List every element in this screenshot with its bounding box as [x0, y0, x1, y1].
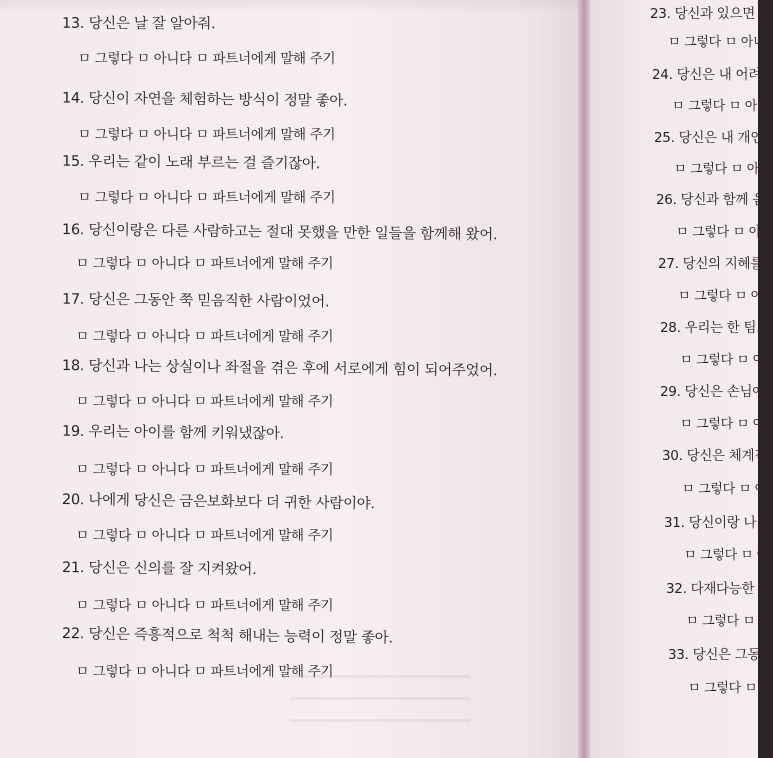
- question-18: 18. 당신과 나는 상실이나 좌절을 겪은 후에 서로에게 힘이 되어주었어.: [61, 358, 498, 380]
- answer-options-22: ㅁ 그렇다 ㅁ 아니다 ㅁ 파트너에게 말해 주기: [76, 664, 334, 680]
- question-20: 20. 나에게 당신은 금은보화보다 더 귀한 사람이야.: [61, 492, 375, 513]
- question-30: 30. 당신은 체계적: [662, 448, 768, 464]
- show-through-text: [290, 675, 470, 730]
- answer-options-17: ㅁ 그렇다 ㅁ 아니다 ㅁ 파트너에게 말해 주기: [76, 329, 334, 345]
- answer-options-26: ㅁ 그렇다 ㅁ 아: [676, 225, 762, 240]
- question-28: 28. 우리는 한 팀.: [660, 320, 761, 336]
- answer-options-29: ㅁ 그렇다 ㅁ 아: [680, 417, 766, 432]
- answer-options-27: ㅁ 그렇다 ㅁ 아: [678, 289, 764, 304]
- answer-options-15: ㅁ 그렇다 ㅁ 아니다 ㅁ 파트너에게 말해 주기: [78, 190, 336, 206]
- question-25: 25. 당신은 내 개인: [654, 130, 764, 146]
- answer-options-30: ㅁ 그렇다 ㅁ 아: [682, 482, 768, 497]
- answer-options-18: ㅁ 그렇다 ㅁ 아니다 ㅁ 파트너에게 말해 주기: [76, 394, 334, 410]
- answer-options-31: ㅁ 그렇다 ㅁ 아: [684, 548, 770, 563]
- answer-options-19: ㅁ 그렇다 ㅁ 아니다 ㅁ 파트너에게 말해 주기: [76, 462, 334, 478]
- answer-options-14: ㅁ 그렇다 ㅁ 아니다 ㅁ 파트너에게 말해 주기: [78, 127, 336, 143]
- question-29: 29. 당신은 손님에: [660, 384, 766, 400]
- answer-options-13: ㅁ 그렇다 ㅁ 아니다 ㅁ 파트너에게 말해 주기: [78, 51, 336, 67]
- answer-options-23: ㅁ 그렇다 ㅁ 아니: [668, 35, 766, 50]
- question-21: 21. 당신은 신의를 잘 지켜왔어.: [61, 559, 257, 579]
- question-17: 17. 당신은 그동안 쭉 믿음직한 사람이었어.: [61, 291, 330, 311]
- question-24: 24. 당신은 내 어려: [652, 67, 762, 83]
- question-23: 23. 당신과 있으면: [650, 6, 756, 22]
- answer-options-25: ㅁ 그렇다 ㅁ 아: [674, 162, 760, 177]
- question-27: 27. 당신의 지혜를: [658, 256, 764, 272]
- question-22: 22. 당신은 즉흥적으로 척척 해내는 능력이 정말 좋아.: [61, 626, 393, 647]
- question-13: 13. 당신은 날 잘 알아줘.: [61, 15, 216, 33]
- answer-options-28: ㅁ 그렇다 ㅁ 아: [680, 353, 766, 368]
- question-19: 19. 우리는 아이를 함께 키워냈잖아.: [61, 423, 284, 443]
- question-26: 26. 당신과 함께 음: [656, 192, 766, 208]
- right-page: [590, 0, 773, 758]
- answer-options-16: ㅁ 그렇다 ㅁ 아니다 ㅁ 파트너에게 말해 주기: [76, 256, 334, 272]
- answer-options-21: ㅁ 그렇다 ㅁ 아니다 ㅁ 파트너에게 말해 주기: [76, 598, 334, 614]
- question-31: 31. 당신이랑 나: [664, 515, 757, 531]
- page-edge-shadow: [0, 0, 583, 12]
- answer-options-32: ㅁ 그렇다 ㅁ 아: [686, 614, 772, 629]
- question-33: 33. 당신은 그동: [668, 647, 761, 663]
- question-32: 32. 다재다능한: [666, 581, 755, 597]
- question-16: 16. 당신이랑은 다른 사람하고는 절대 못했을 만한 일들을 함께해 왔어.: [61, 222, 498, 244]
- question-15: 15. 우리는 같이 노래 부르는 걸 즐기잖아.: [61, 153, 321, 173]
- answer-options-24: ㅁ 그렇다 ㅁ 아: [672, 99, 758, 114]
- question-14: 14. 당신이 자연을 체험하는 방식이 정말 좋아.: [61, 90, 348, 110]
- answer-options-20: ㅁ 그렇다 ㅁ 아니다 ㅁ 파트너에게 말해 주기: [76, 528, 334, 544]
- answer-options-33: ㅁ 그렇다 ㅁ 아: [688, 681, 773, 696]
